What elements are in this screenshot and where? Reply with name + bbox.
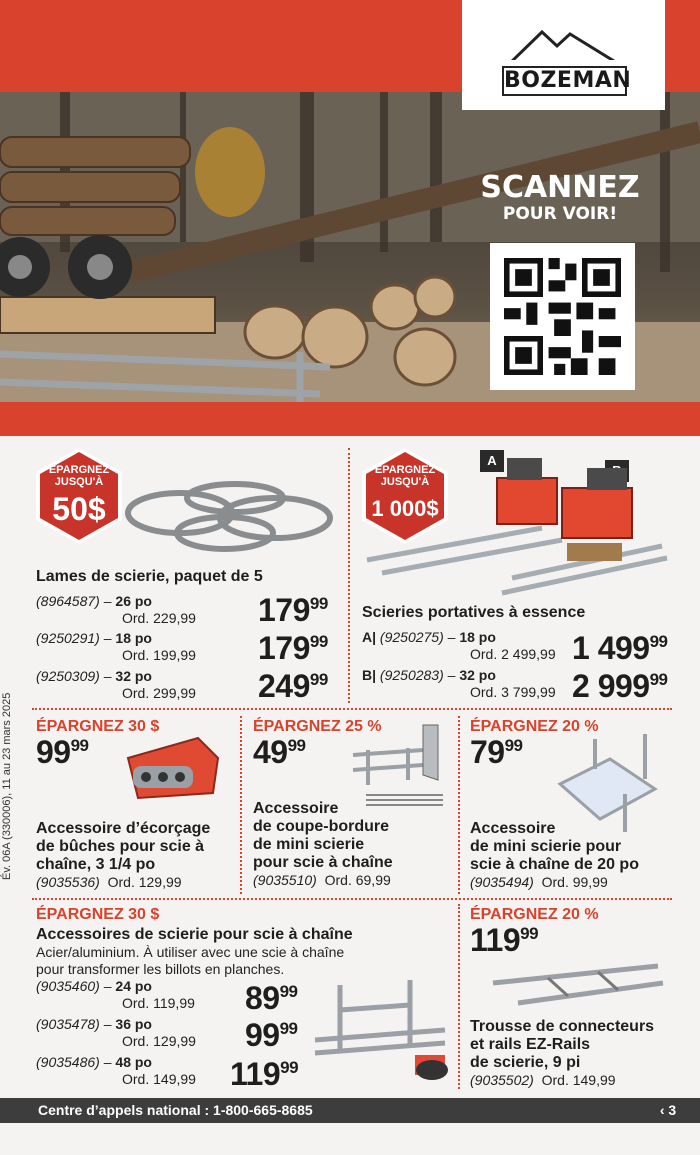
price-cents: 99	[309, 594, 328, 613]
accessories-desc	[36, 944, 344, 978]
title-line: de bûches pour scie à	[36, 838, 205, 855]
savings-label: ÉPARGNEZ 30 $	[36, 906, 160, 923]
price-cents: 99	[649, 632, 668, 651]
sale-price	[253, 734, 306, 771]
desc-line: pour transformer les billots en planches.	[36, 961, 285, 977]
size: 36 po	[115, 1016, 152, 1032]
sku: (9035510)	[253, 872, 317, 888]
size: 48 po	[115, 1054, 152, 1070]
dash: –	[99, 1054, 116, 1070]
ord-price: Ord. 149,99	[122, 1071, 196, 1087]
price-cents: 99	[309, 670, 328, 689]
size: 32 po	[115, 668, 152, 684]
accessory-row-2	[36, 1016, 152, 1033]
divider	[348, 448, 350, 703]
savings-label: ÉPARGNEZ 25 %	[253, 718, 382, 735]
tag-a: A	[480, 450, 504, 472]
bottom-band	[0, 402, 700, 436]
size: 18 po	[459, 629, 496, 645]
side-note: Év. 06A (330006), 11 au 23 mars 2025	[1, 692, 13, 880]
scan-subtitle: POUR VOIR!	[502, 204, 618, 224]
chevron-left-icon: ‹	[659, 1102, 669, 1118]
edger-title	[253, 800, 393, 872]
sawmills-title: Scieries portatives à essence	[362, 604, 586, 621]
sale-price	[572, 668, 668, 705]
desc-line: Acier/aluminium. À utiliser avec une scie à chaîne	[36, 944, 345, 960]
divider	[240, 716, 242, 894]
sku: (9250291)	[36, 630, 100, 646]
title-line: Accessoire d’écorçage	[36, 820, 211, 837]
edger-sku-row	[253, 872, 391, 889]
call-center-text: Centre d’appels national : 1-800-665-8685	[38, 1102, 313, 1118]
divider	[458, 716, 460, 894]
price-dollars: 179	[258, 630, 310, 666]
divider	[32, 898, 672, 900]
sku: (9035478)	[36, 1016, 100, 1032]
price-dollars: 89	[245, 980, 280, 1016]
price-dollars: 249	[258, 668, 310, 704]
title-line: chaîne, 3 1/4 po	[36, 856, 156, 873]
qr-code-icon	[504, 257, 621, 376]
dash: –	[99, 1016, 116, 1032]
sawmill-image	[362, 448, 672, 598]
blade-row-1	[36, 593, 152, 610]
saw-blades-image	[120, 478, 345, 558]
brand-logo-text: BOZEMAN	[502, 66, 627, 96]
row-label: B|	[362, 667, 377, 683]
qr-code[interactable]	[490, 243, 635, 390]
price-dollars: 179	[258, 592, 310, 628]
price-cents: 99	[504, 736, 523, 755]
price-dollars: 119	[230, 1056, 281, 1092]
debarker-title	[36, 820, 210, 874]
price-cents: 99	[280, 1058, 299, 1077]
blades-title: Lames de scierie, paquet de 5	[36, 568, 263, 585]
title-line: Accessoire	[253, 800, 339, 817]
chainsaw-mill-image	[310, 975, 450, 1085]
badge-line2: JUSQU'À	[380, 476, 430, 488]
badge-line2: JUSQU'À	[54, 476, 104, 488]
mini-mill-image	[555, 734, 665, 834]
footer-bar	[0, 1098, 700, 1123]
ord-price: Ord. 129,99	[107, 874, 182, 890]
divider	[32, 708, 672, 710]
ord-price: Ord. 69,99	[324, 872, 391, 888]
sku: (8964587)	[36, 593, 100, 609]
sku: (9035460)	[36, 978, 100, 994]
ord-price: Ord. 129,99	[122, 1033, 196, 1049]
dash: –	[99, 593, 116, 609]
price-cents: 99	[520, 924, 539, 943]
sale-price	[470, 922, 538, 959]
ord-price: Ord. 99,99	[541, 874, 608, 890]
title-line: Accessoire	[470, 820, 556, 837]
badge-line1: ÉPARGNEZ	[374, 464, 436, 476]
debarker-sku-row	[36, 874, 182, 891]
page-number	[636, 1098, 700, 1123]
price-dollars: 49	[253, 734, 288, 770]
title-line: pour scie à chaîne	[253, 854, 393, 871]
size: 32 po	[459, 667, 496, 683]
savings-label: ÉPARGNEZ 30 $	[36, 718, 160, 735]
title-line: et rails EZ-Rails	[470, 1036, 591, 1053]
sale-price	[245, 980, 298, 1017]
debarker-image	[118, 728, 228, 808]
savings-badge	[36, 448, 122, 544]
title-line: scie à chaîne de 20 po	[470, 856, 639, 873]
title-line: de mini scierie pour	[470, 838, 622, 855]
sale-price	[258, 630, 328, 667]
row-label: A|	[362, 629, 377, 645]
price-cents: 99	[649, 670, 668, 689]
badge-amount: 50$	[52, 491, 106, 527]
title-line: de scierie, 9 pi	[470, 1054, 581, 1071]
divider	[458, 904, 460, 1089]
dash: –	[443, 629, 460, 645]
accessories-title: Accessoires de scierie pour scie à chaîne	[36, 926, 353, 943]
sku: (9250283)	[379, 667, 444, 683]
title-line: Trousse de connecteurs	[470, 1018, 655, 1035]
mini-mill-sku-row	[470, 874, 608, 891]
accessory-row-3	[36, 1054, 152, 1071]
sku: (9250309)	[36, 668, 100, 684]
ord-price: Ord. 199,99	[122, 647, 196, 663]
ord-price: Ord. 149,99	[541, 1072, 616, 1088]
price-dollars: 99	[245, 1017, 280, 1053]
rails-sku-row	[470, 1072, 616, 1089]
badge-amount: 1 000$	[371, 496, 439, 521]
badge-line1: ÉPARGNEZ	[48, 464, 110, 476]
badge-label	[36, 464, 122, 488]
scan-title: SCANNEZ	[480, 170, 640, 205]
mountain-icon	[462, 0, 665, 60]
price-dollars: 119	[470, 922, 521, 958]
savings-label: ÉPARGNEZ 20 %	[470, 906, 599, 923]
price-dollars: 79	[470, 734, 505, 770]
sale-price	[572, 630, 668, 667]
size: 24 po	[115, 978, 152, 994]
ord-price: Ord. 299,99	[122, 685, 196, 701]
sale-price	[258, 592, 328, 629]
ord-price: Ord. 2 499,99	[470, 646, 556, 662]
sale-price	[36, 734, 89, 771]
price-cents: 99	[279, 1019, 298, 1038]
price-cents: 99	[279, 982, 298, 1001]
price-dollars: 1 499	[572, 630, 650, 666]
sawmill-row-a	[362, 629, 496, 646]
dash: –	[99, 978, 116, 994]
price-dollars: 99	[36, 734, 71, 770]
sale-price	[230, 1056, 298, 1093]
price-dollars: 2 999	[572, 668, 650, 704]
ord-price: Ord. 229,99	[122, 610, 196, 626]
price-cents: 99	[70, 736, 89, 755]
dash: –	[99, 630, 116, 646]
price-cents: 99	[309, 632, 328, 651]
size: 26 po	[115, 593, 152, 609]
sawmill-row-b	[362, 667, 496, 684]
sku: (9035536)	[36, 874, 100, 890]
dash: –	[99, 668, 116, 684]
ord-price: Ord. 3 799,99	[470, 684, 556, 700]
sale-price	[470, 734, 523, 771]
savings-label: ÉPARGNEZ 20 %	[470, 718, 599, 735]
blade-row-2	[36, 630, 152, 647]
sale-price	[258, 668, 328, 705]
ord-price: Ord. 119,99	[122, 995, 195, 1011]
page-number-value: 3	[668, 1102, 677, 1118]
accessory-row-1	[36, 978, 152, 995]
sku: (9250275)	[379, 629, 444, 645]
size: 18 po	[115, 630, 152, 646]
sku: (9035494)	[470, 874, 534, 890]
brand-logo-box	[462, 0, 665, 110]
rails-title	[470, 1018, 654, 1072]
rails-image	[488, 958, 668, 1013]
sale-price	[245, 1017, 298, 1054]
dash: –	[443, 667, 460, 683]
title-line: de coupe-bordure	[253, 818, 390, 835]
mini-mill-title	[470, 820, 639, 874]
blade-row-3	[36, 668, 152, 685]
price-cents: 99	[287, 736, 306, 755]
title-line: de mini scierie	[253, 836, 365, 853]
sku: (9035486)	[36, 1054, 100, 1070]
sku: (9035502)	[470, 1072, 534, 1088]
